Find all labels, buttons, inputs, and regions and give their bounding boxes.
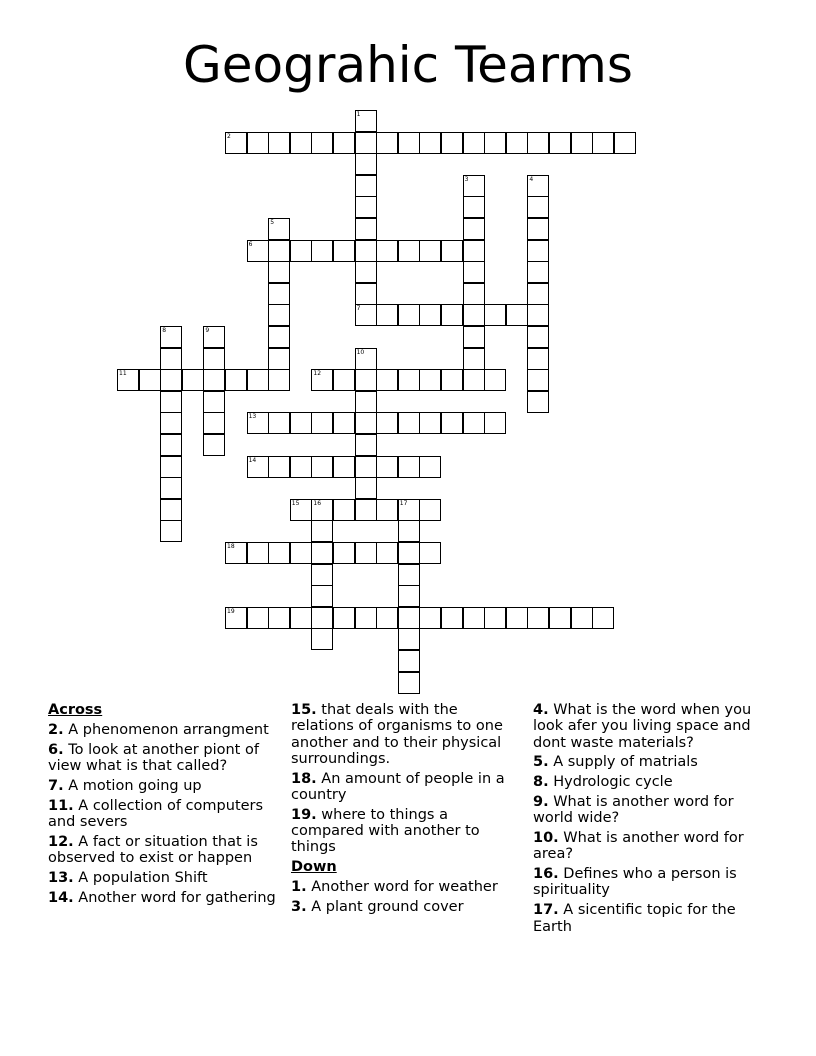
grid-cell[interactable] bbox=[355, 110, 377, 132]
grid-cell[interactable] bbox=[441, 240, 463, 262]
clue-number: 7. bbox=[48, 778, 64, 795]
clue-down-1 bbox=[291, 879, 519, 895]
clue-down-10 bbox=[533, 830, 761, 863]
cell-number: 8 bbox=[162, 327, 167, 334]
clue-number: 10. bbox=[533, 830, 559, 847]
grid-cell[interactable] bbox=[398, 585, 420, 607]
clue-down-8 bbox=[533, 774, 761, 790]
grid-cell[interactable] bbox=[355, 434, 377, 456]
grid-cell[interactable] bbox=[160, 499, 182, 521]
grid-cell[interactable] bbox=[203, 412, 225, 434]
grid-cell[interactable] bbox=[268, 607, 290, 629]
grid-cell[interactable] bbox=[527, 261, 549, 283]
grid-cell[interactable] bbox=[268, 542, 290, 564]
grid-cell[interactable] bbox=[527, 607, 549, 629]
grid-cell[interactable] bbox=[419, 499, 441, 521]
grid-cell[interactable] bbox=[398, 628, 420, 650]
grid-cell[interactable] bbox=[355, 477, 377, 499]
grid-cell[interactable] bbox=[376, 132, 398, 154]
clue-text: What is another word for area? bbox=[533, 830, 744, 863]
grid-cell[interactable] bbox=[441, 607, 463, 629]
clue-text: that deals with the relations of organisms to one another and to their physical surroundings. bbox=[291, 702, 503, 767]
grid-cell[interactable] bbox=[463, 304, 485, 326]
grid-cell[interactable] bbox=[463, 196, 485, 218]
grid-cell[interactable] bbox=[355, 261, 377, 283]
clue-text: To look at another piont of view what is that called? bbox=[48, 742, 259, 775]
clue-down-16 bbox=[533, 866, 761, 899]
grid-cell[interactable] bbox=[527, 348, 549, 370]
grid-cell[interactable] bbox=[463, 369, 485, 391]
grid-cell[interactable] bbox=[290, 542, 312, 564]
grid-cell[interactable] bbox=[333, 412, 355, 434]
grid-cell[interactable] bbox=[398, 542, 420, 564]
grid-cell[interactable] bbox=[247, 240, 269, 262]
grid-cell[interactable] bbox=[376, 412, 398, 434]
grid-cell[interactable] bbox=[333, 499, 355, 521]
clue-number: 11. bbox=[48, 797, 74, 814]
grid-cell[interactable] bbox=[333, 456, 355, 478]
cell-number: 6 bbox=[248, 240, 253, 248]
grid-cell[interactable] bbox=[527, 132, 549, 154]
grid-cell[interactable] bbox=[355, 153, 377, 175]
grid-cell[interactable] bbox=[571, 607, 593, 629]
grid-cell[interactable] bbox=[160, 434, 182, 456]
grid-cell[interactable] bbox=[355, 456, 377, 478]
clue-text: An amount of people in a country bbox=[291, 770, 505, 803]
grid-cell[interactable] bbox=[311, 240, 333, 262]
grid-cell[interactable] bbox=[527, 391, 549, 413]
grid-cell[interactable] bbox=[311, 607, 333, 629]
grid-cell[interactable] bbox=[268, 348, 290, 370]
grid-cell[interactable] bbox=[419, 456, 441, 478]
grid-cell[interactable] bbox=[527, 196, 549, 218]
clue-column-2 bbox=[291, 702, 519, 919]
grid-cell[interactable] bbox=[441, 412, 463, 434]
grid-cell[interactable] bbox=[311, 520, 333, 542]
grid-cell[interactable] bbox=[268, 369, 290, 391]
grid-cell[interactable] bbox=[484, 412, 506, 434]
grid-cell[interactable] bbox=[311, 542, 333, 564]
clue-down-4 bbox=[533, 702, 761, 751]
grid-cell[interactable] bbox=[355, 542, 377, 564]
grid-cell[interactable] bbox=[571, 132, 593, 154]
grid-cell[interactable] bbox=[527, 369, 549, 391]
puzzle-title: Geograhic Tearms bbox=[183, 36, 633, 94]
grid-cell[interactable] bbox=[376, 542, 398, 564]
grid-cell[interactable] bbox=[376, 456, 398, 478]
grid-cell[interactable] bbox=[419, 240, 441, 262]
grid-cell[interactable] bbox=[290, 132, 312, 154]
grid-cell[interactable] bbox=[484, 607, 506, 629]
grid-cell[interactable] bbox=[311, 499, 333, 521]
grid-cell[interactable] bbox=[506, 132, 528, 154]
grid-cell[interactable] bbox=[203, 326, 225, 348]
grid-cell[interactable] bbox=[463, 240, 485, 262]
clue-text: A motion going up bbox=[68, 778, 202, 795]
grid-cell[interactable] bbox=[527, 304, 549, 326]
grid-cell[interactable] bbox=[527, 218, 549, 240]
grid-cell[interactable] bbox=[290, 499, 312, 521]
grid-cell[interactable] bbox=[506, 304, 528, 326]
clue-across-11 bbox=[48, 798, 276, 831]
clue-across-14 bbox=[48, 890, 276, 906]
grid-cell[interactable] bbox=[247, 369, 269, 391]
across-heading: Across bbox=[48, 702, 103, 718]
grid-cell[interactable] bbox=[355, 240, 377, 262]
grid-cell[interactable] bbox=[484, 304, 506, 326]
grid-cell[interactable] bbox=[160, 369, 182, 391]
clue-text: where to things a compared with another to things bbox=[291, 806, 480, 856]
clue-across-13 bbox=[48, 870, 276, 886]
grid-cell[interactable] bbox=[355, 283, 377, 305]
cell-number: 11 bbox=[119, 370, 127, 378]
grid-cell[interactable] bbox=[139, 369, 161, 391]
grid-cell[interactable] bbox=[463, 261, 485, 283]
grid-cell[interactable] bbox=[527, 240, 549, 262]
cell-number: 13 bbox=[248, 413, 257, 421]
grid-cell[interactable] bbox=[398, 607, 420, 629]
grid-cell[interactable] bbox=[268, 261, 290, 283]
grid-cell[interactable] bbox=[463, 412, 485, 434]
grid-cell[interactable] bbox=[203, 348, 225, 370]
clue-text: Another word for weather bbox=[311, 879, 498, 896]
grid-cell[interactable] bbox=[355, 304, 377, 326]
grid-cell[interactable] bbox=[290, 456, 312, 478]
clue-down-17 bbox=[533, 902, 761, 935]
clue-number: 12. bbox=[48, 834, 74, 851]
grid-cell[interactable] bbox=[355, 348, 377, 370]
grid-cell[interactable] bbox=[311, 132, 333, 154]
grid-cell[interactable] bbox=[376, 369, 398, 391]
cell-number: 9 bbox=[205, 327, 210, 334]
grid-cell[interactable] bbox=[441, 369, 463, 391]
grid-cell[interactable] bbox=[268, 456, 290, 478]
clue-down-5 bbox=[533, 754, 761, 770]
grid-cell[interactable] bbox=[247, 607, 269, 629]
grid-cell[interactable] bbox=[333, 607, 355, 629]
clue-text: A population Shift bbox=[78, 870, 208, 887]
cell-number: 1 bbox=[356, 111, 361, 118]
grid-cell[interactable] bbox=[398, 650, 420, 672]
grid-cell[interactable] bbox=[376, 304, 398, 326]
grid-cell[interactable] bbox=[160, 326, 182, 348]
grid-cell[interactable] bbox=[419, 132, 441, 154]
cell-number: 3 bbox=[464, 175, 469, 183]
grid-cell[interactable] bbox=[398, 499, 420, 521]
clue-text: A plant ground cover bbox=[311, 899, 464, 916]
grid-cell[interactable] bbox=[419, 369, 441, 391]
clue-number: 3. bbox=[291, 899, 307, 916]
grid-cell[interactable] bbox=[160, 348, 182, 370]
cell-number: 10 bbox=[356, 348, 365, 356]
grid-cell[interactable] bbox=[268, 132, 290, 154]
clue-number: 1. bbox=[291, 879, 307, 896]
clue-number: 16. bbox=[533, 866, 559, 883]
grid-cell[interactable] bbox=[311, 628, 333, 650]
grid-cell[interactable] bbox=[398, 520, 420, 542]
grid-cell[interactable] bbox=[182, 369, 204, 391]
grid-cell[interactable] bbox=[398, 132, 420, 154]
grid-cell[interactable] bbox=[290, 240, 312, 262]
grid-cell[interactable] bbox=[203, 434, 225, 456]
grid-cell[interactable] bbox=[268, 240, 290, 262]
grid-cell[interactable] bbox=[333, 240, 355, 262]
grid-cell[interactable] bbox=[441, 132, 463, 154]
grid-cell[interactable] bbox=[268, 304, 290, 326]
grid-cell[interactable] bbox=[592, 132, 614, 154]
grid-cell[interactable] bbox=[419, 412, 441, 434]
clue-number: 19. bbox=[291, 806, 317, 823]
grid-cell[interactable] bbox=[398, 412, 420, 434]
grid-cell[interactable] bbox=[463, 175, 485, 197]
cell-number: 4 bbox=[529, 175, 534, 183]
clue-across-12 bbox=[48, 834, 276, 867]
clue-across-15 bbox=[291, 702, 519, 767]
clue-number: 14. bbox=[48, 889, 74, 906]
clue-across-7 bbox=[48, 778, 276, 794]
grid-cell[interactable] bbox=[160, 520, 182, 542]
grid-cell[interactable] bbox=[463, 218, 485, 240]
cell-number: 19 bbox=[227, 607, 235, 615]
clue-text: Defines who a person is spirituality bbox=[533, 866, 737, 899]
grid-cell[interactable] bbox=[398, 304, 420, 326]
grid-cell[interactable] bbox=[376, 607, 398, 629]
clue-text: A sicentific topic for the Earth bbox=[533, 902, 736, 935]
grid-cell[interactable] bbox=[268, 326, 290, 348]
cell-number: 18 bbox=[227, 543, 235, 550]
clue-across-2 bbox=[48, 722, 276, 738]
grid-cell[interactable] bbox=[355, 391, 377, 413]
grid-cell[interactable] bbox=[225, 542, 247, 564]
grid-cell[interactable] bbox=[117, 369, 139, 391]
clue-number: 6. bbox=[48, 742, 64, 759]
grid-cell[interactable] bbox=[376, 240, 398, 262]
grid-cell[interactable] bbox=[268, 283, 290, 305]
grid-cell[interactable] bbox=[484, 369, 506, 391]
grid-cell[interactable] bbox=[419, 607, 441, 629]
clue-column-1 bbox=[48, 702, 276, 910]
clue-text: Hydrologic cycle bbox=[553, 774, 673, 791]
clue-text: A collection of computers and severs bbox=[48, 797, 264, 831]
grid-cell[interactable] bbox=[311, 456, 333, 478]
grid-cell[interactable] bbox=[268, 218, 290, 240]
grid-cell[interactable] bbox=[290, 412, 312, 434]
clue-text: Another word for gathering bbox=[78, 889, 276, 906]
grid-cell[interactable] bbox=[355, 218, 377, 240]
cell-number: 2 bbox=[227, 132, 231, 140]
grid-cell[interactable] bbox=[203, 369, 225, 391]
grid-cell[interactable] bbox=[160, 391, 182, 413]
grid-cell[interactable] bbox=[247, 132, 269, 154]
grid-cell[interactable] bbox=[247, 412, 269, 434]
clue-text: A phenomenon arrangment bbox=[68, 722, 269, 739]
grid-cell[interactable] bbox=[463, 607, 485, 629]
grid-cell[interactable] bbox=[311, 369, 333, 391]
grid-cell[interactable] bbox=[527, 283, 549, 305]
grid-cell[interactable] bbox=[527, 175, 549, 197]
grid-cell[interactable] bbox=[247, 542, 269, 564]
cell-number: 7 bbox=[356, 305, 361, 313]
grid-cell[interactable] bbox=[333, 542, 355, 564]
cell-number: 17 bbox=[399, 499, 408, 507]
grid-cell[interactable] bbox=[419, 304, 441, 326]
clue-number: 2. bbox=[48, 722, 64, 739]
grid-cell[interactable] bbox=[355, 499, 377, 521]
grid-cell[interactable] bbox=[419, 542, 441, 564]
grid-cell[interactable] bbox=[203, 391, 225, 413]
cell-number: 14 bbox=[248, 456, 257, 464]
grid-cell[interactable] bbox=[592, 607, 614, 629]
grid-cell[interactable] bbox=[355, 175, 377, 197]
cell-number: 5 bbox=[270, 219, 275, 226]
grid-cell[interactable] bbox=[225, 369, 247, 391]
grid-cell[interactable] bbox=[355, 196, 377, 218]
cell-number: 16 bbox=[313, 499, 322, 507]
grid-cell[interactable] bbox=[160, 412, 182, 434]
clue-number: 18. bbox=[291, 770, 317, 787]
clue-number: 8. bbox=[533, 774, 549, 791]
grid-cell[interactable] bbox=[549, 607, 571, 629]
grid-cell[interactable] bbox=[160, 477, 182, 499]
clue-text: A fact or situation that is observed to exist or happen bbox=[48, 834, 258, 867]
clue-number: 13. bbox=[48, 870, 74, 887]
cell-number: 12 bbox=[313, 370, 322, 378]
down-heading: Down bbox=[291, 859, 337, 876]
clue-across-18 bbox=[291, 771, 519, 804]
grid-cell[interactable] bbox=[398, 240, 420, 262]
cell-number: 15 bbox=[291, 499, 300, 507]
grid-cell[interactable] bbox=[160, 456, 182, 478]
grid-cell[interactable] bbox=[484, 132, 506, 154]
grid-cell[interactable] bbox=[614, 132, 636, 154]
grid-cell[interactable] bbox=[355, 412, 377, 434]
clue-text: What is another word for world wide? bbox=[533, 793, 734, 827]
grid-cell[interactable] bbox=[247, 456, 269, 478]
grid-cell[interactable] bbox=[355, 132, 377, 154]
clue-number: 5. bbox=[533, 754, 549, 771]
grid-cell[interactable] bbox=[290, 607, 312, 629]
grid-cell[interactable] bbox=[225, 132, 247, 154]
grid-cell[interactable] bbox=[398, 672, 420, 694]
clue-down-9 bbox=[533, 794, 761, 827]
grid-cell[interactable] bbox=[398, 456, 420, 478]
grid-cell[interactable] bbox=[333, 369, 355, 391]
grid-cell[interactable] bbox=[311, 412, 333, 434]
grid-cell[interactable] bbox=[463, 348, 485, 370]
clue-across-6 bbox=[48, 742, 276, 775]
grid-cell[interactable] bbox=[463, 326, 485, 348]
grid-cell[interactable] bbox=[376, 499, 398, 521]
grid-cell[interactable] bbox=[527, 326, 549, 348]
grid-cell[interactable] bbox=[398, 369, 420, 391]
grid-cell[interactable] bbox=[355, 607, 377, 629]
grid-cell[interactable] bbox=[311, 585, 333, 607]
clue-across-19 bbox=[291, 807, 519, 856]
clue-number: 4. bbox=[533, 702, 549, 718]
grid-cell[interactable] bbox=[463, 132, 485, 154]
clue-number: 9. bbox=[533, 793, 549, 810]
grid-cell[interactable] bbox=[549, 132, 571, 154]
clue-column-3 bbox=[533, 702, 761, 938]
grid-cell[interactable] bbox=[268, 412, 290, 434]
clue-text: A supply of matrials bbox=[553, 754, 698, 771]
clue-text: What is the word when you look afer you living space and dont waste materials? bbox=[533, 702, 752, 751]
clue-number: 17. bbox=[533, 902, 559, 919]
grid-cell[interactable] bbox=[225, 607, 247, 629]
clue-down-3 bbox=[291, 899, 519, 915]
clue-number: 15. bbox=[291, 702, 317, 718]
grid-cell[interactable] bbox=[441, 304, 463, 326]
grid-cell[interactable] bbox=[506, 607, 528, 629]
grid-cell[interactable] bbox=[355, 369, 377, 391]
grid-cell[interactable] bbox=[398, 564, 420, 586]
grid-cell[interactable] bbox=[311, 564, 333, 586]
grid-cell[interactable] bbox=[463, 283, 485, 305]
grid-cell[interactable] bbox=[333, 132, 355, 154]
